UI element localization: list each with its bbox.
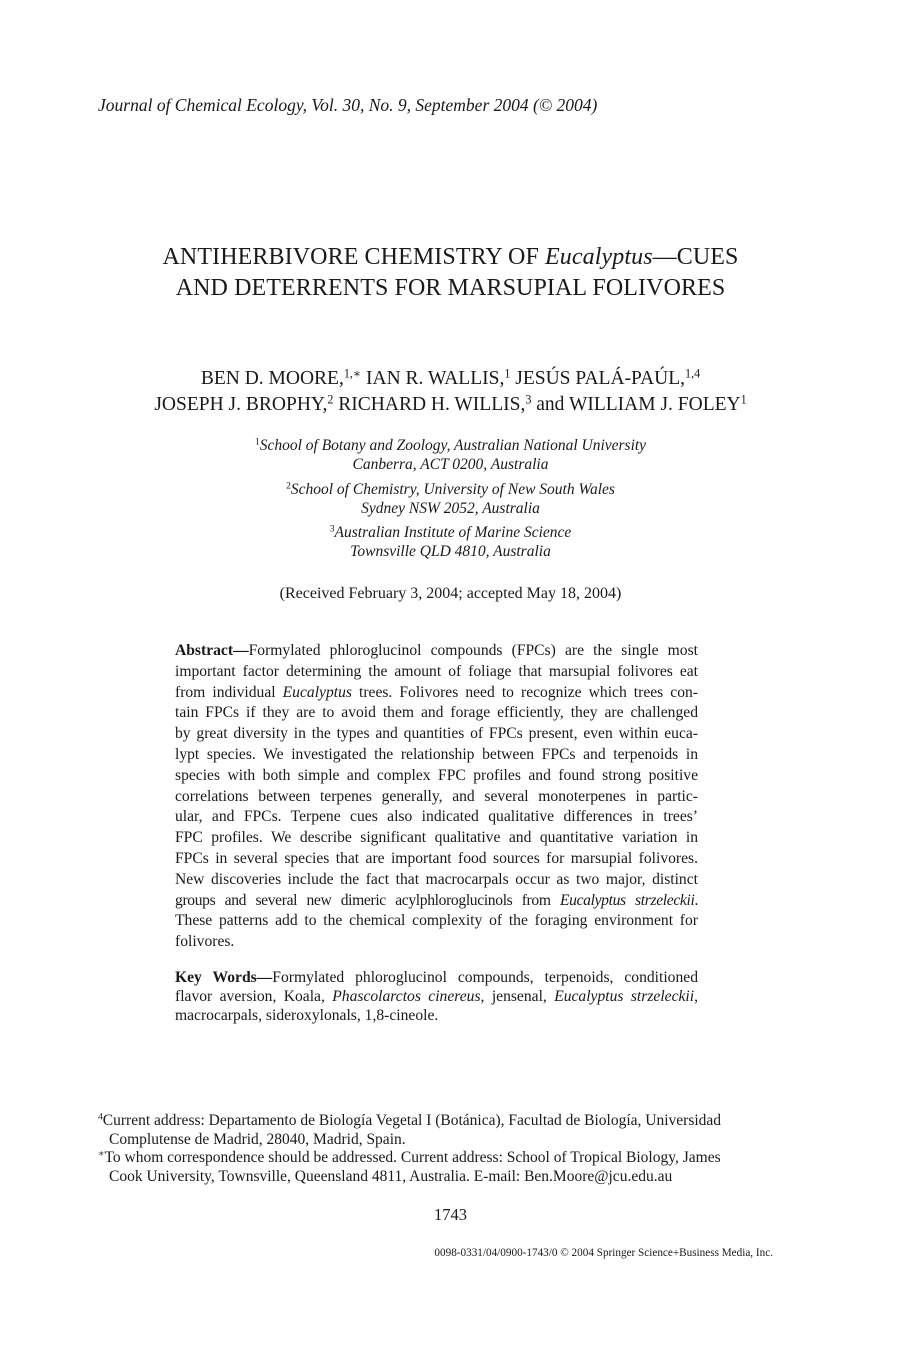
page-number: 1743 [434, 1205, 467, 1224]
title-line-1: ANTIHERBIVORE CHEMISTRY OF Eucalyptus—CUES [162, 244, 739, 270]
affiliation-3: $^3$Australian Institute of Marine Science Townsville QLD 4810, Australia [329, 523, 572, 560]
abstract-label: Abstract— [175, 642, 249, 659]
article-title [0, 242, 901, 304]
abstract: Abstract—Formylated phloroglucinol compounds (FPCs) are the single most important factor determining the amount of foliage that marsupial folivores eat from individual Eucalyptus trees. Folivores need to recognize which trees con- tain FPCs if they are to avoid them and forage efficiently, they are challenged by great diversity in the types and quantities of FPCs present, even within euca- lypt species. We investigated the relationship between FPCs and terpenoids in species with both simple and complex FPC profiles and found strong positive correlations between terpenes generally, and several monoterpenes in partic- ular, and FPCs. Terpene cues also indicated qualitative differences in trees’ FPC profiles. We describe significant qualitative and quantitative variation in FPCs in several species that are important food sources for marsupial folivores. New discoveries include the fact that macrocarpals occur as two major, distinct groups and several new dimeric acylphloroglucinols from Eucalyptus strzeleckii. These patterns add to the chemical complexity of the foraging environment for folivores. [175, 642, 698, 951]
author-brophy: JOSEPH J. BROPHY,$^2$ [154, 392, 334, 415]
footnotes [98, 1112, 774, 1186]
author-line-2 [0, 392, 901, 418]
author-pala-paul: JESÚS PALÁ-PAÚL,$^{1,4}$ [515, 366, 701, 389]
author-line-1 [0, 366, 901, 392]
received-dates: (Received February 3, 2004; accepted May 18, 2004) [279, 585, 622, 602]
copyright-line: 0098-0331/04/0900-1743/0 © 2004 Springer Science+Business Media, Inc. [434, 1247, 773, 1259]
affiliation-2: $^2$School of Chemistry, University of New South Wales Sydney NSW 2052, Australia [286, 480, 615, 517]
author-moore: BEN D. MOORE,$^{1,∗}$ [200, 366, 362, 389]
author-willis: RICHARD H. WILLIS,$^3$ [338, 392, 532, 415]
affiliation-1: $^1$School of Botany and Zoology, Australian National University Canberra, ACT 0200, Australia [254, 436, 647, 473]
author-foley: and WILLIAM J. FOLEY$^1$ [536, 392, 747, 415]
keywords-label: Key Words— [175, 969, 273, 986]
key-words: Key Words—Formylated phloroglucinol compounds, terpenoids, conditioned flavor aversion, Koala, Phascolarctos cinereus, jensenal, Eucalyptus strzeleckii, macrocarpals, sideroxylonals, 1,8-cineole. [175, 969, 698, 1024]
author-wallis: IAN R. WALLIS,$^1$ [366, 366, 511, 389]
journal-citation: Journal of Chemical Ecology, Vol. 30, No. 9, September 2004 (© 2004) [98, 95, 598, 115]
title-line-2: AND DETERRENTS FOR MARSUPIAL FOLIVORES [175, 275, 726, 301]
footnote-correspondence: ∗To whom correspondence should be addressed. Current address: School of Tropical Biology, James Cook University, Townsville, Queensland 4811, Australia. E-mail: Ben.Moore@jcu.edu.au [98, 1148, 721, 1185]
footnote-4: $^4$Current address: Departamento de Biología Vegetal I (Botánica), Facultad de Biología, Universidad Complutense de Madrid, 28040, Madrid, Spain. [98, 1111, 722, 1148]
author-list [0, 366, 901, 418]
